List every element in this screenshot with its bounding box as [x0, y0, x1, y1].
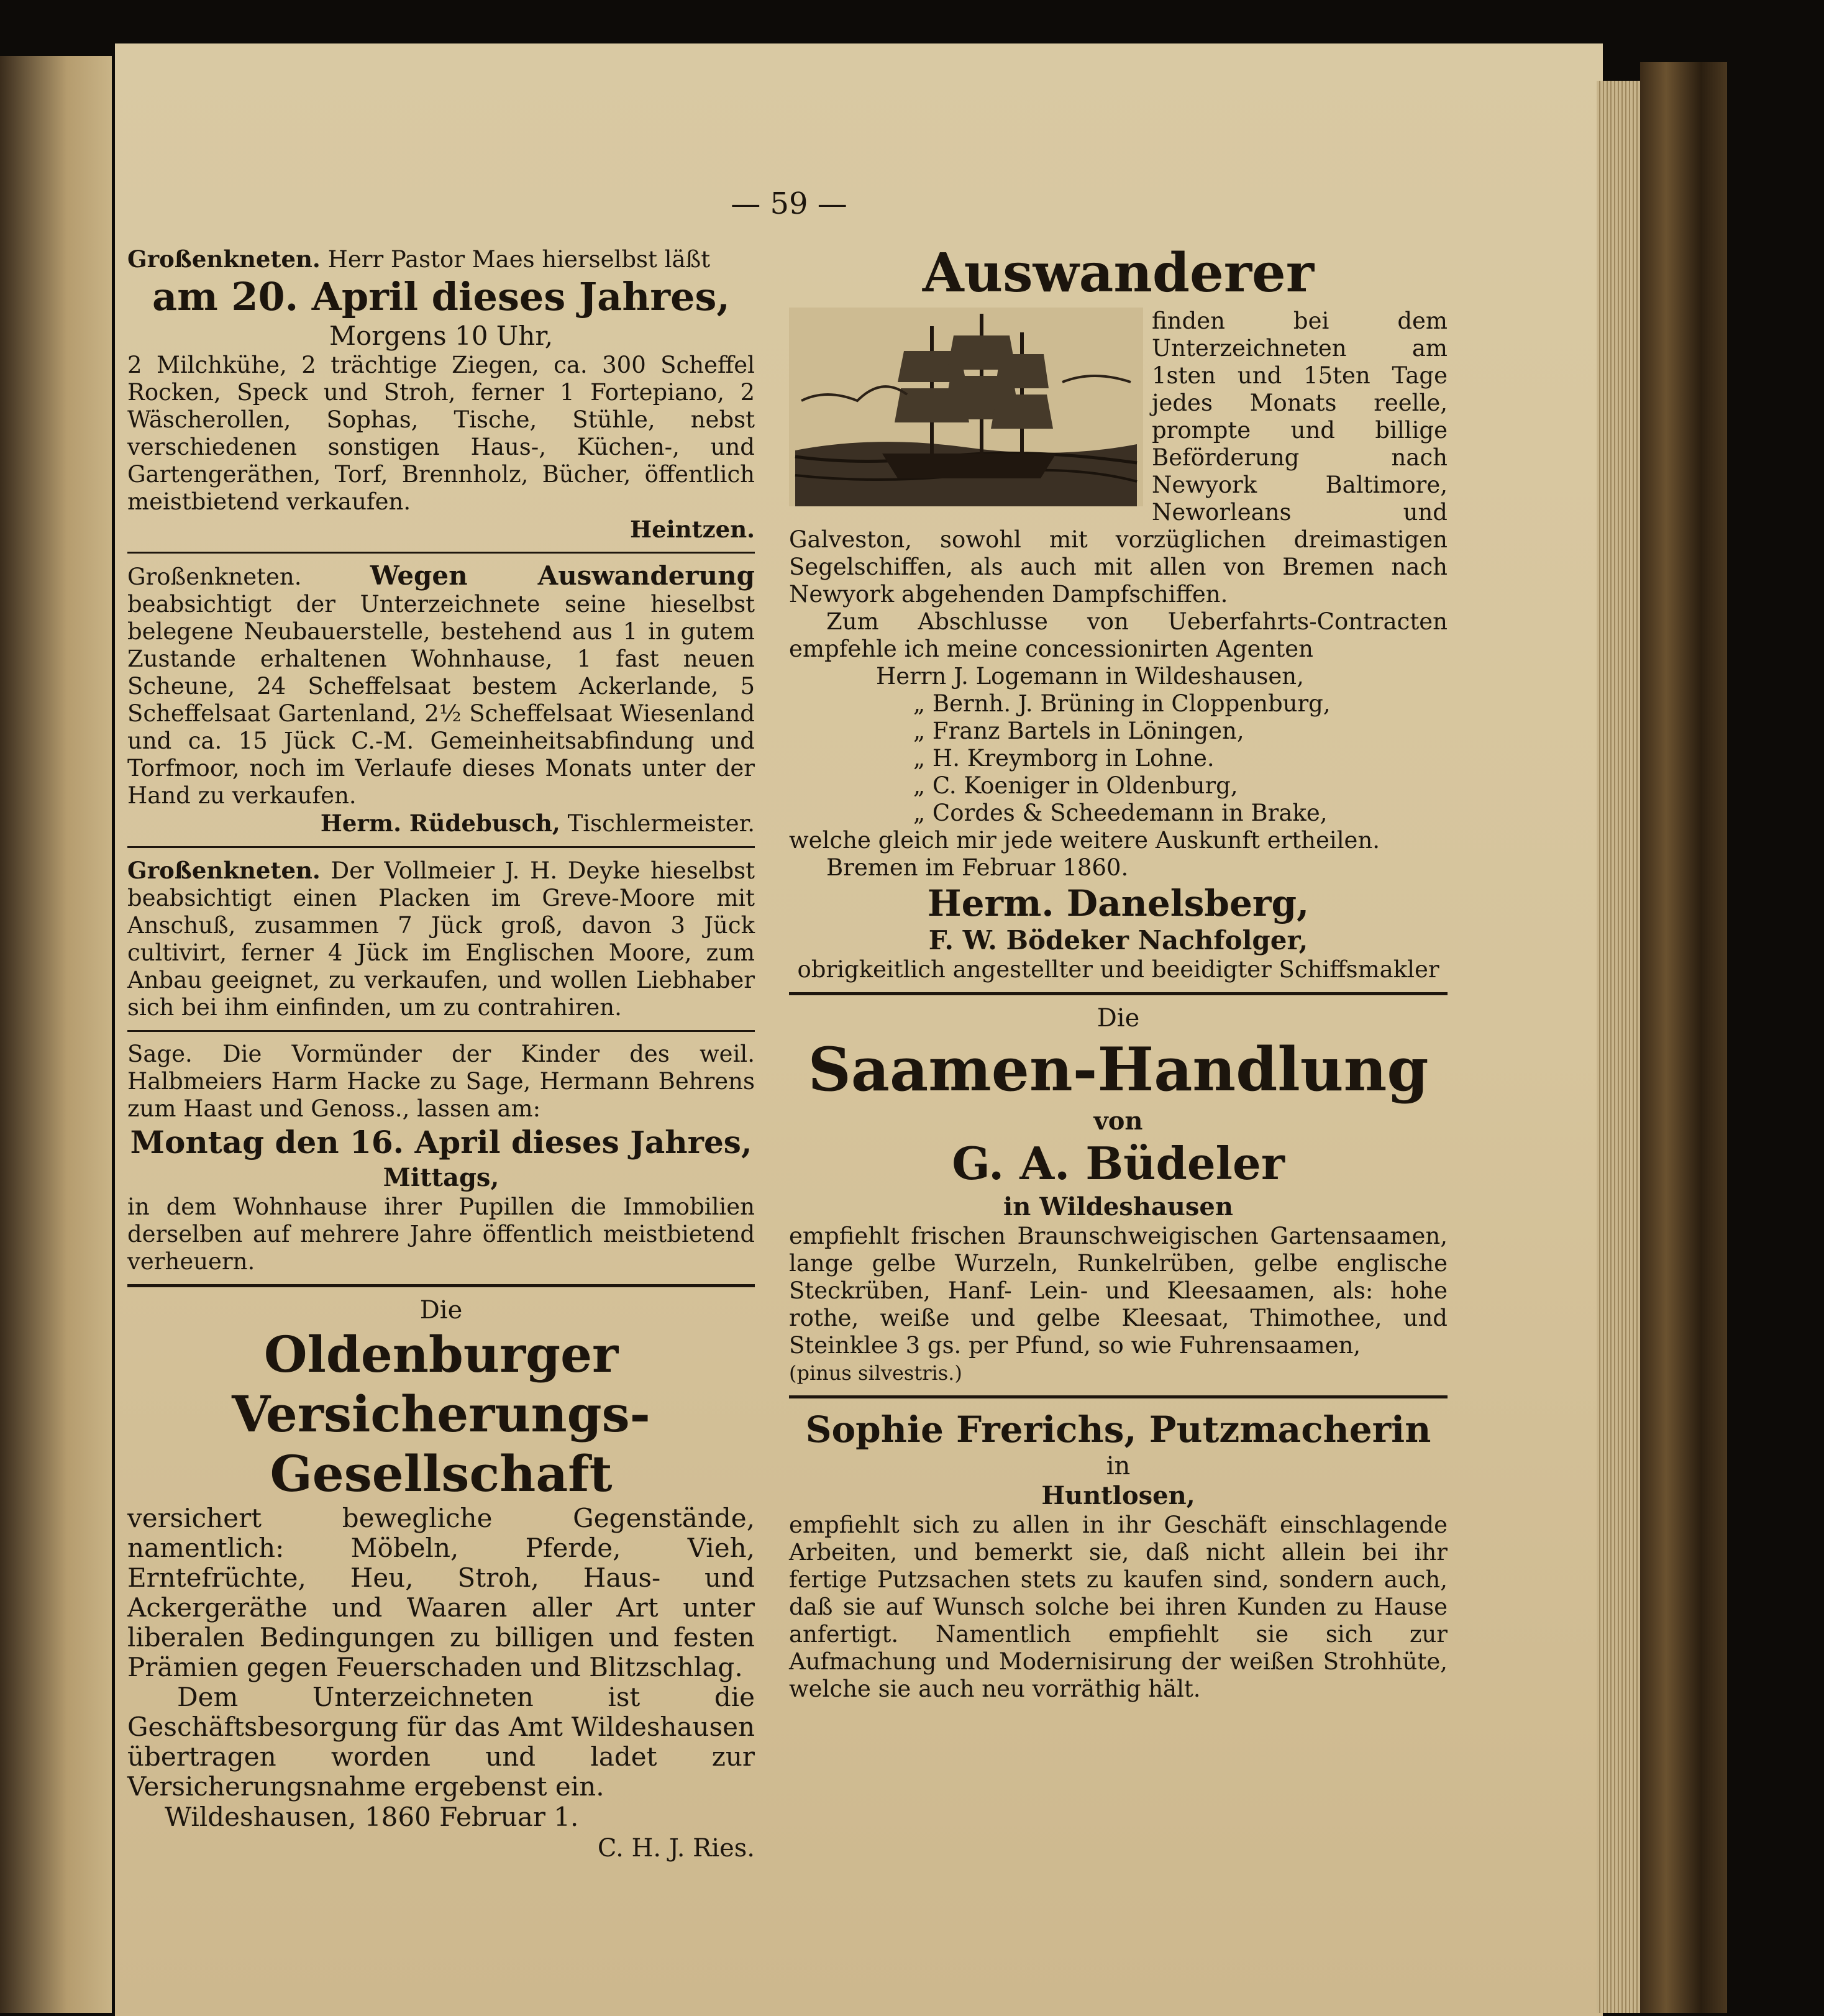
- agent-line: Herrn J. Logemann in Wildeshausen,: [876, 663, 1304, 690]
- ad-signature: F. W. Bödeker Nachfolger,: [928, 925, 1308, 956]
- ad-insurance: [127, 1296, 755, 1864]
- ad-body: beabsichtigt der Unterzeichnete seine hieselbst belegene Neubauerstelle, bestehend aus 1 in gutem Zustande erhaltenen Wohnhause, 1 fast neuen Scheune, 24 Scheffelsaat bestem Ackerlande, 5 Scheffelsaat Gartenland, 2½ Scheffelsaat Wiesenland und ca. 15 Jück C.-M. Gemeinheitsabfindung und Torfmoor, noch im Verlaufe dieses Monats unter der Hand zu verkaufen.: [127, 591, 755, 809]
- ad-place: Huntlosen,: [1041, 1481, 1195, 1510]
- page-number: — 59 —: [731, 186, 847, 221]
- agent-line: „ Cordes & Scheedemann in Brake,: [913, 800, 1328, 826]
- ad-signature-role: Tischlermeister.: [567, 810, 755, 837]
- ad-date: am 20. April dieses Jahres,: [152, 274, 730, 319]
- ad-signature: C. H. J. Ries.: [597, 1834, 755, 1863]
- ad-signature: Heintzen.: [630, 516, 755, 543]
- ad-date: Montag den 16. April dieses Jahres,: [130, 1124, 752, 1161]
- agent-line: „ Franz Bartels in Löningen,: [913, 718, 1244, 744]
- ad-lead: Großenkneten.: [127, 245, 321, 273]
- divider: [127, 1284, 755, 1287]
- divider: [127, 552, 755, 554]
- ad-deyke: [127, 857, 755, 1021]
- ad-body: in dem Wohnhause ihrer Pupillen die Immobilien derselben auf mehrere Jahre öffentlich meistbietend verheuern.: [127, 1193, 755, 1275]
- ad-auswanderung: [127, 562, 755, 837]
- ad-von: von: [1093, 1106, 1143, 1136]
- ad-signature: obrigkeitlich angestellter und beeidigter Schiffsmakler: [797, 956, 1439, 983]
- ad-title: Auswanderer: [922, 242, 1315, 304]
- left-column: [127, 245, 755, 1864]
- ad-text: Herr Pastor Maes hierselbst läßt: [327, 246, 711, 273]
- agent-line: „ H. Kreymborg in Lohne.: [913, 745, 1215, 772]
- ad-sage: [127, 1041, 755, 1275]
- ad-lead: Großenkneten.: [127, 857, 321, 884]
- ad-title: Sophie Frerichs, Putzmacherin: [805, 1408, 1431, 1451]
- ad-signature-name: Herm. Rüdebusch,: [320, 810, 560, 837]
- ad-title: Saamen-Handlung: [808, 1034, 1429, 1105]
- ad-emigration: [789, 239, 1448, 983]
- agent-line: „ C. Koeniger in Oldenburg,: [913, 772, 1238, 799]
- ad-lead: Sage.: [127, 1041, 193, 1067]
- ad-body: welche gleich mir jede weitere Auskunft ertheilen.: [789, 827, 1380, 854]
- ad-place: in Wildeshausen: [1003, 1192, 1233, 1221]
- ad-time: Morgens 10 Uhr,: [329, 321, 554, 351]
- ad-body: empfiehlt sich zu allen in ihr Geschäft einschlagende Arbeiten, und bemerkt sie, daß nicht allein bei ihr fertige Putzsachen stets zu kaufen sind, sondern auch, daß sie auf Wunsch solche bei ihren Kunden zu Hause anfertigt. Namentlich empfiehlt sie sich zur Aufmachung und Modernisirung der weißen Strohhüte, welche sie auch neu vorräthig hält.: [789, 1512, 1448, 1702]
- ad-place-date: Wildeshausen, 1860 Februar 1.: [165, 1802, 579, 1832]
- divider: [127, 846, 755, 848]
- ad-body: Dem Unterzeichneten ist die Geschäftsbesorgung für das Amt Wildeshausen übertragen worden und ladet zur Versicherungsnahme ergebenst ein.: [127, 1682, 755, 1802]
- ad-headline: Wegen Auswanderung: [370, 560, 755, 591]
- divider: [789, 992, 1448, 995]
- ad-seed-shop: [789, 1004, 1448, 1387]
- ad-place-date: Bremen im Februar 1860.: [826, 854, 1129, 881]
- ad-body: Die Vormünder der Kinder des weil. Halbmeiers Harm Hacke zu Sage, Hermann Behrens zum Haast und Genoss., lassen am:: [127, 1041, 755, 1122]
- book-cover: [1640, 62, 1727, 2013]
- ad-maes: [127, 245, 755, 543]
- divider: [789, 1395, 1448, 1398]
- ship-illustration: [789, 308, 1143, 506]
- ad-latin: (pinus silvestris.): [789, 1361, 962, 1385]
- ad-body: Zum Abschlusse von Ueberfahrts-Contracten empfehle ich meine concessionirten Agenten: [789, 608, 1448, 662]
- page-edges: [1597, 81, 1640, 2013]
- divider: [127, 1030, 755, 1032]
- ad-body: Der Vollmeier J. H. Deyke hieselbst beabsichtigt einen Placken im Greve-Moore mit Anschuß, zusammen 7 Jück groß, davon 3 Jück cultivirt, ferner 4 Jück im Englischen Moore, zum Anbau geeignet, zu verkaufen, und wollen Liebhaber sich bei ihm einfinden, um zu contrahiren.: [127, 857, 755, 1021]
- ad-signature: Herm. Danelsberg,: [927, 882, 1310, 924]
- agent-line: „ Bernh. J. Brüning in Cloppenburg,: [913, 690, 1331, 717]
- ad-die: Die: [1097, 1004, 1140, 1033]
- ad-in: in: [1106, 1452, 1131, 1480]
- ad-body: 2 Milchkühe, 2 trächtige Ziegen, ca. 300 Scheffel Rocken, Speck und Stroh, ferner 1 Fortepiano, 2 Wäscherollen, Sophas, Tische, Stühle, nebst verschiedenen sonstigen Haus-, Küchen-, und Gartengeräthen, Torf, Brennholz, Bücher, öffentlich meistbietend verkaufen.: [127, 352, 755, 515]
- ad-time: Mittags,: [383, 1163, 499, 1192]
- ad-name: G. A. Büdeler: [952, 1137, 1285, 1190]
- ad-body: empfiehlt frischen Braunschweigischen Gartensaamen, lange gelbe Wurzeln, Runkelrüben, gelbe englische Steckrüben, Hanf- Lein- und Kleesaamen, als: hohe rothe, weiße und gelbe Kleesaat, Thimothee, und Steinklee 3 gs. per Pfund, so wie Fuhrensaamen,: [789, 1223, 1448, 1359]
- ad-lead: Großenkneten.: [127, 563, 302, 590]
- ad-die: Die: [419, 1296, 463, 1325]
- right-column: [789, 239, 1448, 1703]
- left-page-edge: [0, 56, 112, 2013]
- ad-body: finden bei dem Unterzeichneten am 1sten und 15ten Tage jedes Monats reelle, prompte und billige Beförderung nach Newyork Baltimore, Neworleans und Galveston, sowohl mit vorzüglichen dreimastigen Segelschiffen, als auch mit allen von Bremen nach Newyork abgehenden Dampfschiffen.: [789, 308, 1448, 608]
- ad-body: versichert bewegliche Gegenstände, namentlich: Möbeln, Pferde, Vieh, Erntefrüchte, Heu, Stroh, Haus- und Ackergeräthe und Waaren aller Art unter liberalen Bedingungen zu billigen und festen Prämien gegen Feuerschaden und Blitzschlag.: [127, 1503, 755, 1682]
- ad-title: Oldenburger Versicherungs-Gesellschaft: [232, 1325, 650, 1503]
- ad-milliner: [789, 1407, 1448, 1703]
